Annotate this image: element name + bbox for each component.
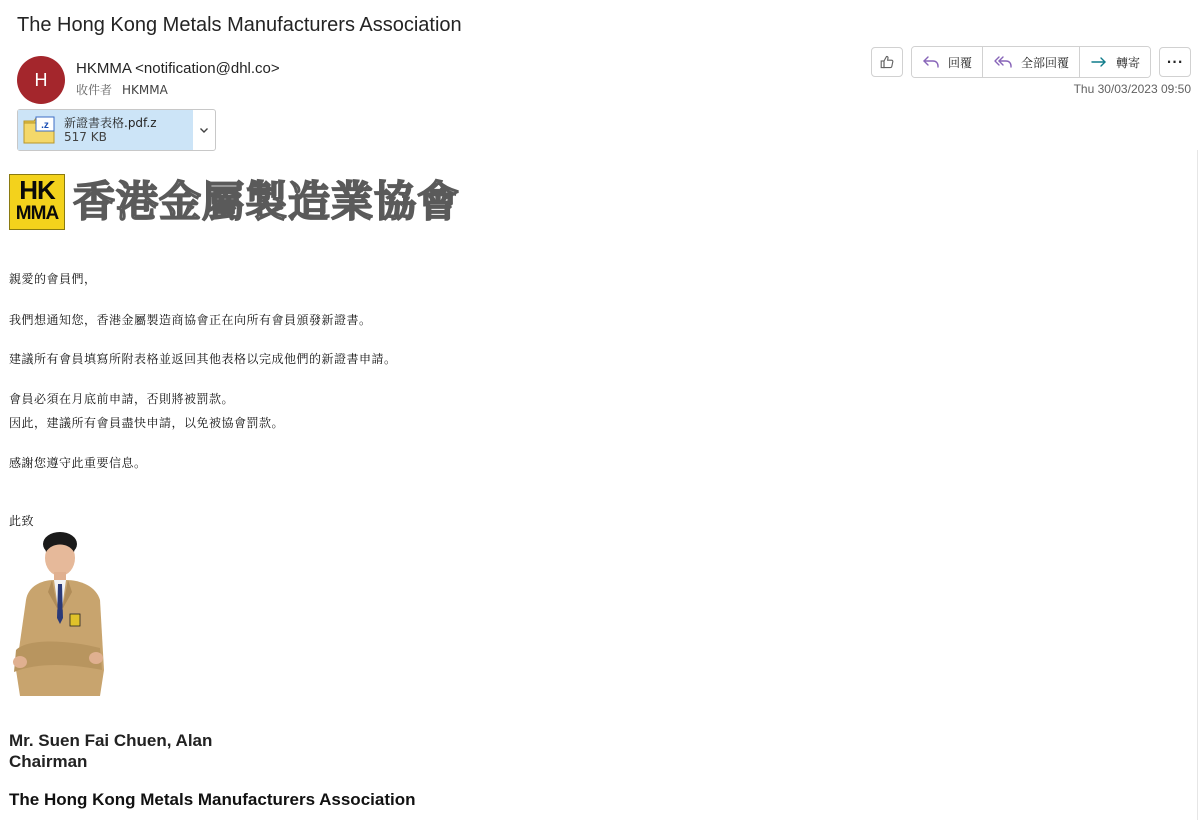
recipient-row xyxy=(76,81,168,98)
forward-button[interactable] xyxy=(1080,47,1150,77)
reply-button-group xyxy=(911,46,1151,78)
like-button[interactable] xyxy=(871,47,903,77)
body-paragraph-3b: 因此，建議所有會員盡快申請，以免被協會罰款。 xyxy=(9,416,285,430)
avatar-initial: H xyxy=(34,69,48,90)
attachment-info xyxy=(64,116,157,144)
attachment-open-area[interactable] xyxy=(18,110,193,150)
body-paragraph-3a: 會員必須在月底前申請，否則將被罰款。 xyxy=(9,392,235,406)
reply-all-label: 全部回覆 xyxy=(1021,55,1070,70)
attachment-name: 新證書表格.pdf.z xyxy=(64,116,157,130)
attachment-size: 517 KB xyxy=(64,130,107,144)
hkmma-logo xyxy=(9,174,460,230)
signature-organization: The Hong Kong Metals Manufacturers Association xyxy=(9,790,416,809)
attachment-menu-button[interactable] xyxy=(193,110,215,150)
reply-all-icon xyxy=(993,54,1013,70)
signature-block xyxy=(9,730,212,772)
body-paragraph-2: 建議所有會員填寫所附表格並返回其他表格以完成他們的新證書申請。 xyxy=(9,352,397,366)
body-paragraph-1: 我們想通知您，香港金屬製造商協會正在向所有會員頒發新證書。 xyxy=(9,313,372,327)
signature-name: Mr. Suen Fai Chuen, Alan xyxy=(9,731,213,750)
zip-file-icon xyxy=(23,115,55,145)
reply-button[interactable] xyxy=(912,47,983,77)
more-icon: ··· xyxy=(1166,55,1184,69)
reply-all-button[interactable] xyxy=(983,47,1080,77)
more-actions-button[interactable] xyxy=(1159,47,1191,77)
body-paragraph-4: 感謝您遵守此重要信息。 xyxy=(9,456,147,470)
chairman-portrait xyxy=(8,530,106,696)
message-toolbar xyxy=(871,46,1191,78)
forward-icon xyxy=(1090,54,1108,70)
email-subject: The Hong Kong Metals Manufacturers Association xyxy=(17,14,462,36)
to-label: 收件者 xyxy=(76,83,113,97)
sender-address[interactable]: HKMMA <notification@dhl.co> xyxy=(76,60,280,77)
attachment-card[interactable] xyxy=(17,109,216,151)
sender-avatar[interactable] xyxy=(17,56,65,104)
received-timestamp: Thu 30/03/2023 09:50 xyxy=(1073,82,1191,96)
thumbs-up-icon xyxy=(879,54,895,70)
logo-abbr-line2: MMA xyxy=(15,203,59,224)
recipient-name[interactable]: HKMMA xyxy=(122,83,168,97)
forward-label: 轉寄 xyxy=(1116,55,1141,70)
pane-divider xyxy=(1197,150,1198,820)
signature-title: Chairman xyxy=(9,752,88,771)
chevron-down-icon xyxy=(198,124,210,136)
reply-icon xyxy=(922,54,940,70)
body-greeting: 親愛的會員們， xyxy=(9,272,97,286)
reply-label: 回覆 xyxy=(948,55,973,70)
svg-text:.z: .z xyxy=(41,120,49,131)
logo-abbr-line1: HK xyxy=(19,175,55,205)
body-closing: 此致 xyxy=(9,514,35,528)
logo-badge xyxy=(9,174,65,230)
logo-chinese-name: 香港金屬製造業協會 xyxy=(73,177,461,226)
